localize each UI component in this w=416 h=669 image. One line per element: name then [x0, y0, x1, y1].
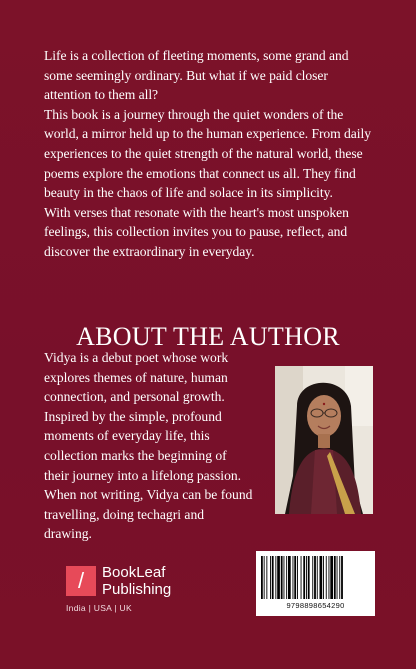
author-bio — [44, 348, 254, 544]
author-photo — [275, 366, 373, 514]
author-bio-text: Vidya is a debut poet whose work explores themes of nature, human connection, and personal growth. Inspired by the simple, profound moments of everyday life, this collection marks the beginning of their journey into a lifelong passion. When not writing, Vidya can be found travelling, doing techagri and drawing. — [44, 350, 253, 542]
blurb-paragraph-3: With verses that resonate with the heart's most unspoken feelings, this collection invites you to pause, reflect, and discover the extraordinary in everyday. — [44, 204, 349, 259]
publisher-name-line2: Publishing — [102, 581, 172, 598]
publisher-logo-mark: / — [66, 566, 96, 596]
book-blurb — [44, 46, 374, 262]
isbn-barcode — [256, 551, 375, 616]
author-portrait-image — [275, 366, 373, 514]
isbn-number: 9798898654290 — [286, 601, 345, 610]
barcode-bars — [260, 556, 371, 600]
publisher-name-line1: BookLeaf — [102, 564, 166, 581]
about-author-heading: ABOUT THE AUTHOR — [76, 321, 340, 351]
publisher-locations: India | USA | UK — [66, 603, 132, 613]
blurb-paragraph-1: Life is a collection of fleeting moments, some grand and some seemingly ordinary. But what if we paid closer attention to them all? — [44, 48, 349, 103]
publisher-logo — [66, 566, 226, 616]
publisher-name — [102, 564, 171, 598]
blurb-paragraph-2: This book is a journey through the quiet wonders of the world, a mirror held up to the human experience. From daily experiences to the quiet strength of the natural world, these poems explore the emotions that connect us all. They find beauty in the chaos of life and solace in its simplicity. — [44, 106, 371, 201]
